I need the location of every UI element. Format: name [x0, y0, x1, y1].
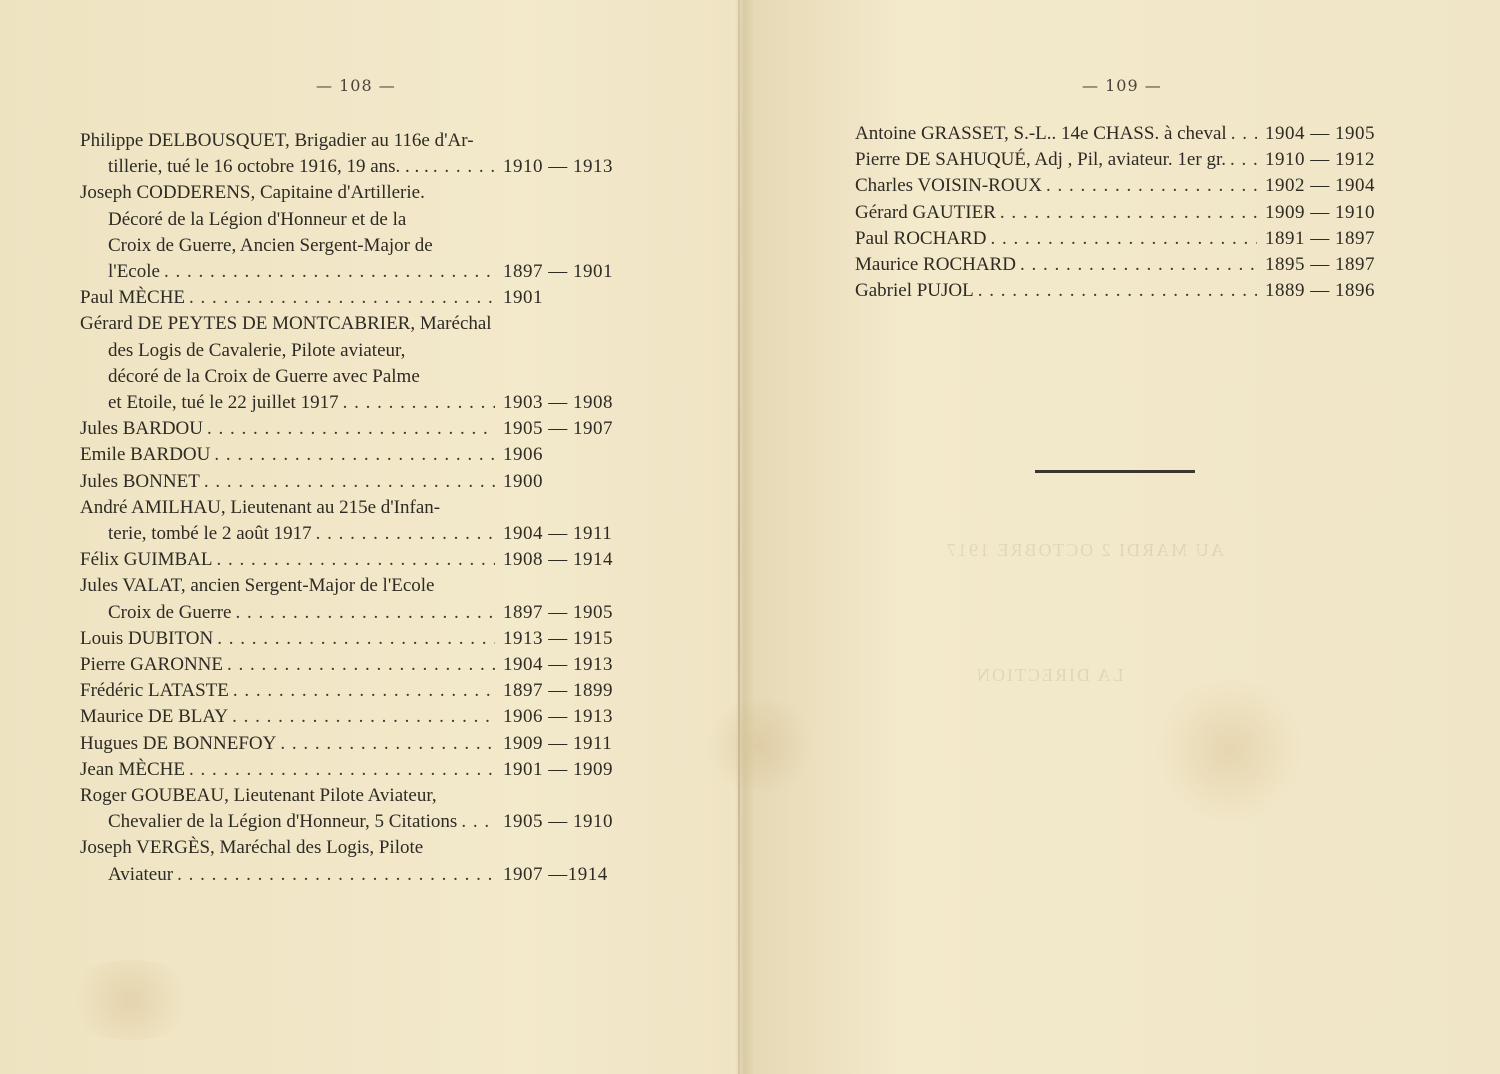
entry-text: et Etoile, tué le 22 juillet 1917 [108, 392, 339, 414]
roster-entry [80, 285, 625, 311]
entry-line [80, 442, 625, 468]
leader-dots [1231, 121, 1257, 147]
leader-dots [217, 626, 495, 652]
entry-line [80, 835, 625, 861]
leader-dots [990, 226, 1257, 252]
entry-line [80, 573, 625, 599]
roster-entry [855, 226, 1390, 252]
left-page-list [80, 128, 625, 888]
entry-years: 1904 — 1913 [503, 654, 613, 676]
entry-line [80, 547, 625, 573]
entry-years: 1909 — 1910 [1265, 201, 1375, 223]
entry-years: 1906 [503, 444, 543, 466]
leader-dots [1230, 147, 1257, 173]
roster-entry [855, 252, 1390, 278]
entry-years: 1897 — 1905 [503, 601, 613, 623]
entry-line [80, 862, 625, 888]
entry-line [80, 390, 625, 416]
leader-dots [1000, 200, 1257, 226]
entry-years: 1903 — 1908 [503, 392, 613, 414]
roster-entry [80, 311, 625, 416]
entry-line [855, 278, 1390, 304]
entry-line [80, 652, 625, 678]
entry-text: Philippe DELBOUSQUET, Brigadier au 116e d'Ar- [80, 130, 474, 151]
entry-years: 1908 — 1914 [503, 549, 613, 571]
entry-line [80, 678, 625, 704]
entry-line [80, 154, 625, 180]
entry-years: 1891 — 1897 [1265, 227, 1375, 249]
entry-line [80, 809, 625, 835]
entry-line [80, 233, 625, 259]
entry-line [80, 180, 625, 206]
entry-text: Antoine GRASSET, S.-L.. 14e CHASS. à cheval [855, 123, 1227, 144]
entry-text: Jules BARDOU [80, 418, 203, 440]
entry-years: 1904 — 1905 [1265, 123, 1375, 144]
entry-text: Paul ROCHARD [855, 227, 987, 249]
leader-dots [978, 278, 1257, 304]
entry-years: 1901 — 1909 [503, 758, 613, 780]
roster-entry [855, 173, 1390, 199]
entry-line [855, 173, 1390, 199]
leader-dots [232, 704, 495, 730]
entry-years: 1905 — 1910 [503, 811, 613, 833]
entry-text: Félix GUIMBAL [80, 549, 213, 571]
entry-line [80, 128, 625, 154]
leader-dots [189, 757, 495, 783]
entry-years: 1905 — 1907 [503, 418, 613, 440]
entry-text: des Logis de Cavalerie, Pilote aviateur, [108, 339, 406, 361]
entry-text: tillerie, tué le 16 octobre 1916, 19 ans. . . . [108, 156, 429, 178]
show-through-text: LA DIRECTION [975, 665, 1124, 685]
leader-dots [177, 862, 495, 888]
entry-years: 1906 — 1913 [503, 706, 613, 728]
entry-years: 1897 — 1901 [503, 261, 613, 283]
roster-entry [855, 278, 1390, 304]
entry-line [80, 521, 625, 547]
leader-dots [207, 416, 495, 442]
roster-entry [80, 731, 625, 757]
entry-line [80, 469, 625, 495]
entry-line [855, 226, 1390, 252]
entry-line [80, 626, 625, 652]
entry-line [80, 364, 625, 390]
roster-entry [80, 495, 625, 547]
entry-text: Gabriel PUJOL [855, 280, 974, 302]
leader-dots [433, 154, 495, 180]
entry-line [80, 259, 625, 285]
entry-line [855, 200, 1390, 226]
paper-stain [1150, 680, 1310, 820]
entry-line [80, 704, 625, 730]
entry-years: 1909 — 1911 [503, 732, 613, 754]
entry-text: Jules BONNET [80, 470, 200, 492]
entry-text: Jean MÈCHE [80, 758, 186, 780]
roster-entry [80, 442, 625, 468]
entry-text: Décoré de la Légion d'Honneur et de la [108, 208, 407, 230]
show-through-text: AU MARDI 2 OCTOBRE 1917 [945, 540, 1224, 560]
entry-years: 1913 — 1915 [503, 627, 613, 649]
roster-entry [80, 573, 625, 625]
entry-line [80, 338, 625, 364]
entry-text: terie, tombé le 2 août 1917 [108, 523, 312, 545]
roster-entry [80, 757, 625, 783]
entry-text: Paul MÈCHE [80, 287, 186, 309]
roster-entry [80, 469, 625, 495]
leader-dots [461, 809, 495, 835]
entry-line [80, 416, 625, 442]
entry-years: 1904 — 1911 [503, 523, 613, 545]
roster-entry [80, 835, 625, 887]
roster-entry [80, 626, 625, 652]
entry-years: 1897 — 1899 [503, 680, 613, 702]
book-gutter [738, 0, 740, 1074]
entry-text: Jules VALAT, ancien Sergent-Major de l'Ecole [80, 575, 435, 597]
entry-line [80, 757, 625, 783]
entry-years: 1902 — 1904 [1265, 175, 1375, 197]
leader-dots [216, 547, 495, 573]
leader-dots [227, 652, 495, 678]
entry-text: Gérard DE PEYTES DE MONTCABRIER, Maréchal [80, 313, 492, 335]
entry-text: André AMILHAU, Lieutenant au 215e d'Infan- [80, 496, 441, 518]
page-number-right: — 109 — [1082, 76, 1162, 95]
entry-line [80, 731, 625, 757]
entry-years: 1910 — 1913 [503, 156, 613, 178]
leader-dots [1046, 173, 1257, 199]
entry-line [80, 600, 625, 626]
entry-text: Chevalier de la Légion d'Honneur, 5 Citations [108, 811, 458, 833]
right-page-list [855, 121, 1390, 304]
roster-entry [80, 547, 625, 573]
entry-years: 1901 [503, 287, 543, 309]
entry-line [855, 121, 1390, 147]
entry-line [80, 285, 625, 311]
roster-entry [80, 652, 625, 678]
entry-text: Maurice ROCHARD [855, 254, 1016, 276]
leader-dots [316, 521, 495, 547]
entry-line [80, 207, 625, 233]
entry-line [855, 147, 1390, 173]
entry-line [855, 252, 1390, 278]
closing-rule [1035, 470, 1195, 473]
entry-years: 1900 [503, 470, 543, 492]
leader-dots [214, 442, 495, 468]
entry-text: l'Ecole [108, 261, 160, 283]
leader-dots [1020, 252, 1257, 278]
entry-text: Emile BARDOU [80, 444, 211, 466]
leader-dots [189, 285, 495, 311]
entry-line [80, 495, 625, 521]
roster-entry [80, 678, 625, 704]
leader-dots [233, 678, 495, 704]
entry-text: Pierre GARONNE [80, 654, 224, 676]
entry-text: Aviateur [108, 863, 174, 885]
roster-entry [80, 416, 625, 442]
leader-dots [343, 390, 495, 416]
roster-entry [80, 180, 625, 285]
entry-years: 1889 — 1896 [1265, 280, 1375, 302]
roster-entry [80, 128, 625, 180]
entry-text: Croix de Guerre, Ancien Sergent-Major de [108, 234, 433, 256]
roster-entry [855, 147, 1390, 173]
entry-line [80, 783, 625, 809]
paper-stain [60, 960, 200, 1040]
entry-years: 1895 — 1897 [1265, 254, 1375, 276]
leader-dots [280, 731, 495, 757]
leader-dots [204, 469, 495, 495]
page-number-left: — 108 — [316, 76, 396, 95]
leader-dots [235, 600, 495, 626]
roster-entry [855, 121, 1390, 147]
entry-text: Gérard GAUTIER [855, 201, 996, 223]
entry-text: Pierre DE SAHUQUÉ, Adj , Pil, aviateur. 1er gr. [855, 149, 1226, 171]
entry-text: Roger GOUBEAU, Lieutenant Pilote Aviateur, [80, 785, 437, 807]
entry-text: Maurice DE BLAY [80, 706, 229, 728]
roster-entry [80, 704, 625, 730]
entry-text: Croix de Guerre [108, 601, 232, 623]
entry-text: Frédéric LATASTE [80, 680, 229, 702]
entry-years: 1910 — 1912 [1265, 149, 1375, 171]
entry-text: Joseph CODDERENS, Capitaine d'Artillerie. [80, 182, 425, 204]
entry-text: décoré de la Croix de Guerre avec Palme [108, 365, 420, 387]
paper-stain [700, 700, 820, 790]
roster-entry [80, 783, 625, 835]
entry-text: Joseph VERGÈS, Maréchal des Logis, Pilote [80, 837, 424, 859]
entry-text: Charles VOISIN-ROUX [855, 175, 1042, 197]
entry-text: Louis DUBITON [80, 627, 214, 649]
roster-entry [855, 200, 1390, 226]
leader-dots [164, 259, 495, 285]
entry-text: Hugues DE BONNEFOY [80, 732, 277, 754]
entry-line [80, 311, 625, 337]
entry-years: 1907 —1914 [503, 863, 608, 885]
